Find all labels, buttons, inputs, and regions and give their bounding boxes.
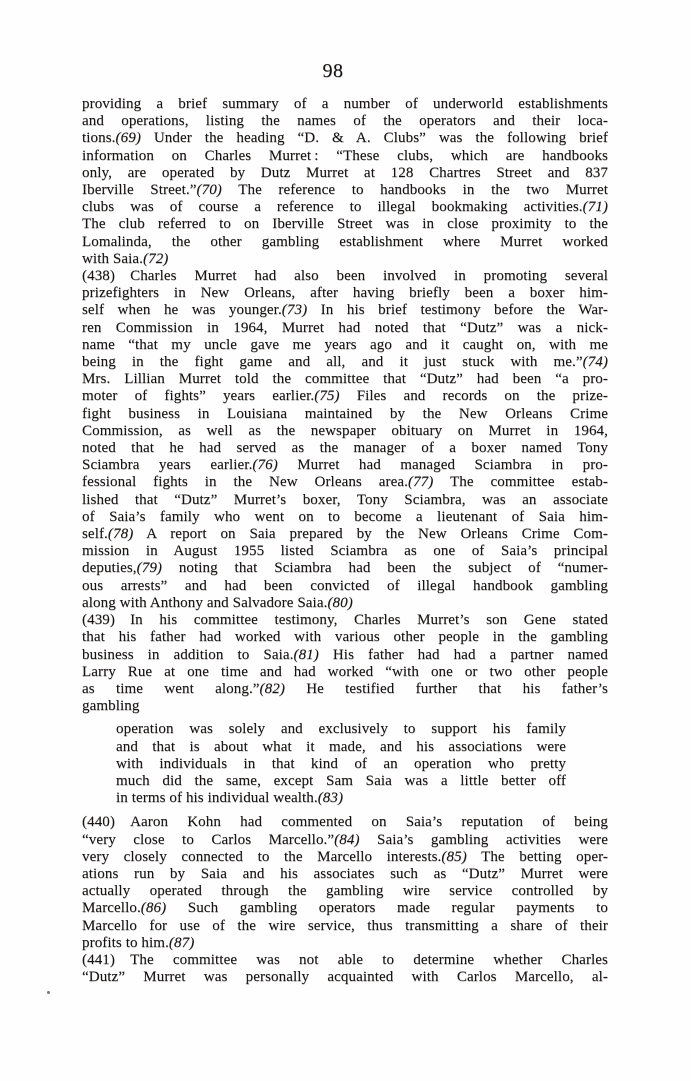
text-line: lished that “Dutz” Murret’s boxer, Tony Sciambra, was an associate bbox=[82, 491, 608, 508]
text-line: Lomalinda, the other gambling establishment where Murret worked bbox=[82, 233, 608, 250]
text-line bbox=[82, 526, 608, 543]
citation-ref: (82) bbox=[259, 680, 285, 697]
text-line bbox=[82, 388, 608, 405]
text-line: information on Charles Murret : “These clubs, which are handbooks bbox=[82, 147, 608, 164]
citation-ref: (78) bbox=[107, 526, 134, 543]
text-line: with individuals in that kind of an operation who pretty bbox=[116, 755, 566, 772]
text-line bbox=[82, 935, 608, 952]
page-number: 98 bbox=[322, 60, 344, 82]
text-segment: Saia’s gambling activities were bbox=[359, 831, 608, 848]
text-line bbox=[82, 354, 608, 371]
scan-artifact-dot bbox=[47, 991, 50, 994]
citation-ref: (76) bbox=[252, 457, 278, 474]
text-segment: business in addition to Saia. bbox=[82, 646, 294, 663]
text-segment: very closely connected to the Marcello interests. bbox=[82, 848, 442, 865]
paragraph bbox=[82, 268, 608, 612]
document-body bbox=[82, 96, 608, 986]
text-segment: moter of fights” years earlier. bbox=[82, 388, 315, 405]
text-segment: self. bbox=[82, 526, 108, 543]
citation-ref: (77) bbox=[407, 474, 434, 491]
paragraph bbox=[82, 96, 608, 268]
citation-ref: (72) bbox=[143, 250, 169, 267]
citation-ref: (85) bbox=[441, 848, 467, 865]
text-line: Commission, as well as the newspaper obituary on Murret in 1964, bbox=[82, 422, 608, 439]
citation-ref: (83) bbox=[317, 790, 344, 807]
text-line: (440) Aaron Kohn had commented on Saia’s reputation of being bbox=[82, 814, 608, 831]
citation-ref: (84) bbox=[334, 831, 360, 848]
text-line: ren Commission in 1964, Murret had noted that “Dutz” was a nick- bbox=[82, 319, 608, 336]
text-segment: Iberville Street.” bbox=[82, 182, 197, 199]
text-line: Marcello for use of the wire service, thus transmitting a share of their bbox=[82, 917, 608, 934]
text-line bbox=[116, 790, 566, 807]
text-line: ous arrests” and had been convicted of illegal handbook gambling bbox=[82, 577, 608, 594]
citation-ref: (69) bbox=[115, 130, 141, 147]
text-line: The club referred to on Iberville Street was in close proximity to the bbox=[82, 216, 608, 233]
text-line: “Dutz” Murret was personally acquainted with Carlos Marcello, al- bbox=[82, 969, 608, 986]
text-segment: Such gambling operators made regular payments to bbox=[166, 900, 608, 917]
text-line: fight business in Louisiana maintained by the New Orleans Crime bbox=[82, 405, 608, 422]
text-line: noted that he had served as the manager of a boxer named Tony bbox=[82, 440, 608, 457]
text-segment: noting that Sciambra had been the subject of “numer- bbox=[162, 560, 608, 577]
citation-ref: (86) bbox=[140, 900, 167, 917]
text-segment: being in the fight game and all, and it just stuck with me.” bbox=[82, 354, 583, 371]
text-segment: deputies, bbox=[82, 560, 137, 577]
text-line: of Saia’s family who went on to become a lieutenant of Saia him- bbox=[82, 508, 608, 525]
paragraph bbox=[82, 952, 608, 986]
text-line bbox=[82, 130, 608, 147]
text-line: and operations, listing the names of the operators and their loca- bbox=[82, 113, 608, 130]
paragraph bbox=[82, 612, 608, 715]
text-line: Larry Rue at one time and had worked “with one or two other people bbox=[82, 663, 608, 680]
text-segment: with Saia. bbox=[82, 250, 143, 267]
text-line: Mrs. Lillian Murret told the committee that “Dutz” had been “a pro- bbox=[82, 371, 608, 388]
text-segment: Under the heading “D. & A. Clubs” was the following brief bbox=[140, 130, 608, 147]
text-line bbox=[82, 647, 608, 664]
text-line bbox=[82, 849, 608, 866]
text-segment: in terms of his individual wealth. bbox=[116, 790, 318, 807]
citation-ref: (73) bbox=[281, 302, 308, 319]
text-segment: Marcello. bbox=[82, 900, 141, 917]
text-segment: His father had had a partner named bbox=[318, 646, 608, 663]
citation-ref: (80) bbox=[327, 594, 353, 611]
text-segment: Sciambra years earlier. bbox=[82, 457, 253, 474]
text-segment: along with Anthony and Salvadore Saia. bbox=[82, 594, 328, 611]
text-line bbox=[82, 457, 608, 474]
text-segment: clubs was of course a reference to illegal bookmaking activities. bbox=[82, 199, 583, 216]
text-line bbox=[82, 474, 608, 491]
text-line: mission in August 1955 listed Sciambra as one of Saia’s principal bbox=[82, 543, 608, 560]
citation-ref: (71) bbox=[582, 199, 608, 216]
text-line bbox=[82, 560, 608, 577]
text-line: (438) Charles Murret had also been involved in promoting several bbox=[82, 268, 608, 285]
citation-ref: (87) bbox=[168, 934, 195, 951]
text-segment: self when he was younger. bbox=[82, 302, 282, 319]
citation-ref: (75) bbox=[314, 388, 340, 405]
text-segment: He testified further that his father’s bbox=[284, 680, 608, 697]
text-line bbox=[82, 302, 608, 319]
text-line bbox=[82, 182, 608, 199]
text-line: ations run by Saia and his associates such as “Dutz” Murret were bbox=[82, 865, 608, 882]
text-line bbox=[82, 199, 608, 216]
text-segment: The committee estab- bbox=[433, 474, 608, 491]
text-segment: Murret had managed Sciambra in pro- bbox=[277, 457, 608, 474]
text-segment: Files and records on the prize- bbox=[339, 388, 608, 405]
text-line: operation was solely and exclusively to support his family bbox=[116, 721, 566, 738]
text-line: much did the same, except Sam Saia was a little better off bbox=[116, 772, 566, 789]
text-line: (439) In his committee testimony, Charles Murret’s son Gene stated bbox=[82, 612, 608, 629]
text-line: (441) The committee was not able to determine whether Charles bbox=[82, 951, 608, 968]
text-line bbox=[82, 595, 608, 612]
text-line bbox=[82, 900, 608, 917]
text-line: name “that my uncle gave me years ago and it caught on, with me bbox=[82, 336, 608, 353]
text-segment: fessional fights in the New Orleans area. bbox=[82, 474, 408, 491]
paragraph bbox=[82, 814, 608, 952]
text-segment: “very close to Carlos Marcello.” bbox=[82, 831, 335, 848]
text-line bbox=[82, 251, 608, 268]
text-line: that his father had worked with various other people in the gambling bbox=[82, 629, 608, 646]
blockquote bbox=[82, 721, 608, 807]
text-line: actually operated through the gambling wire service controlled by bbox=[82, 883, 608, 900]
citation-ref: (74) bbox=[582, 354, 608, 371]
citation-ref: (81) bbox=[293, 646, 319, 663]
text-segment: The betting oper- bbox=[466, 848, 608, 865]
text-segment: as time went along.” bbox=[82, 680, 260, 697]
text-line: prizefighters in New Orleans, after having briefly been a boxer him- bbox=[82, 285, 608, 302]
citation-ref: (79) bbox=[136, 560, 163, 577]
citation-ref: (70) bbox=[196, 182, 222, 199]
text-segment: In his brief testimony before the War- bbox=[307, 302, 608, 319]
text-line: and that is about what it made, and his associations were bbox=[116, 738, 566, 755]
text-line: gambling bbox=[82, 698, 140, 715]
text-line bbox=[82, 681, 608, 698]
text-segment: tions. bbox=[82, 130, 116, 147]
text-line: providing a brief summary of a number of underworld establishments bbox=[82, 96, 608, 112]
text-line: only, are operated by Dutz Murret at 128 Chartres Street and 837 bbox=[82, 164, 608, 181]
text-line bbox=[82, 832, 608, 849]
text-segment: The reference to handbooks in the two Murret bbox=[221, 182, 608, 199]
text-segment: A report on Saia prepared by the New Orleans Crime Com- bbox=[133, 526, 608, 543]
text-segment: profits to him. bbox=[82, 934, 169, 951]
